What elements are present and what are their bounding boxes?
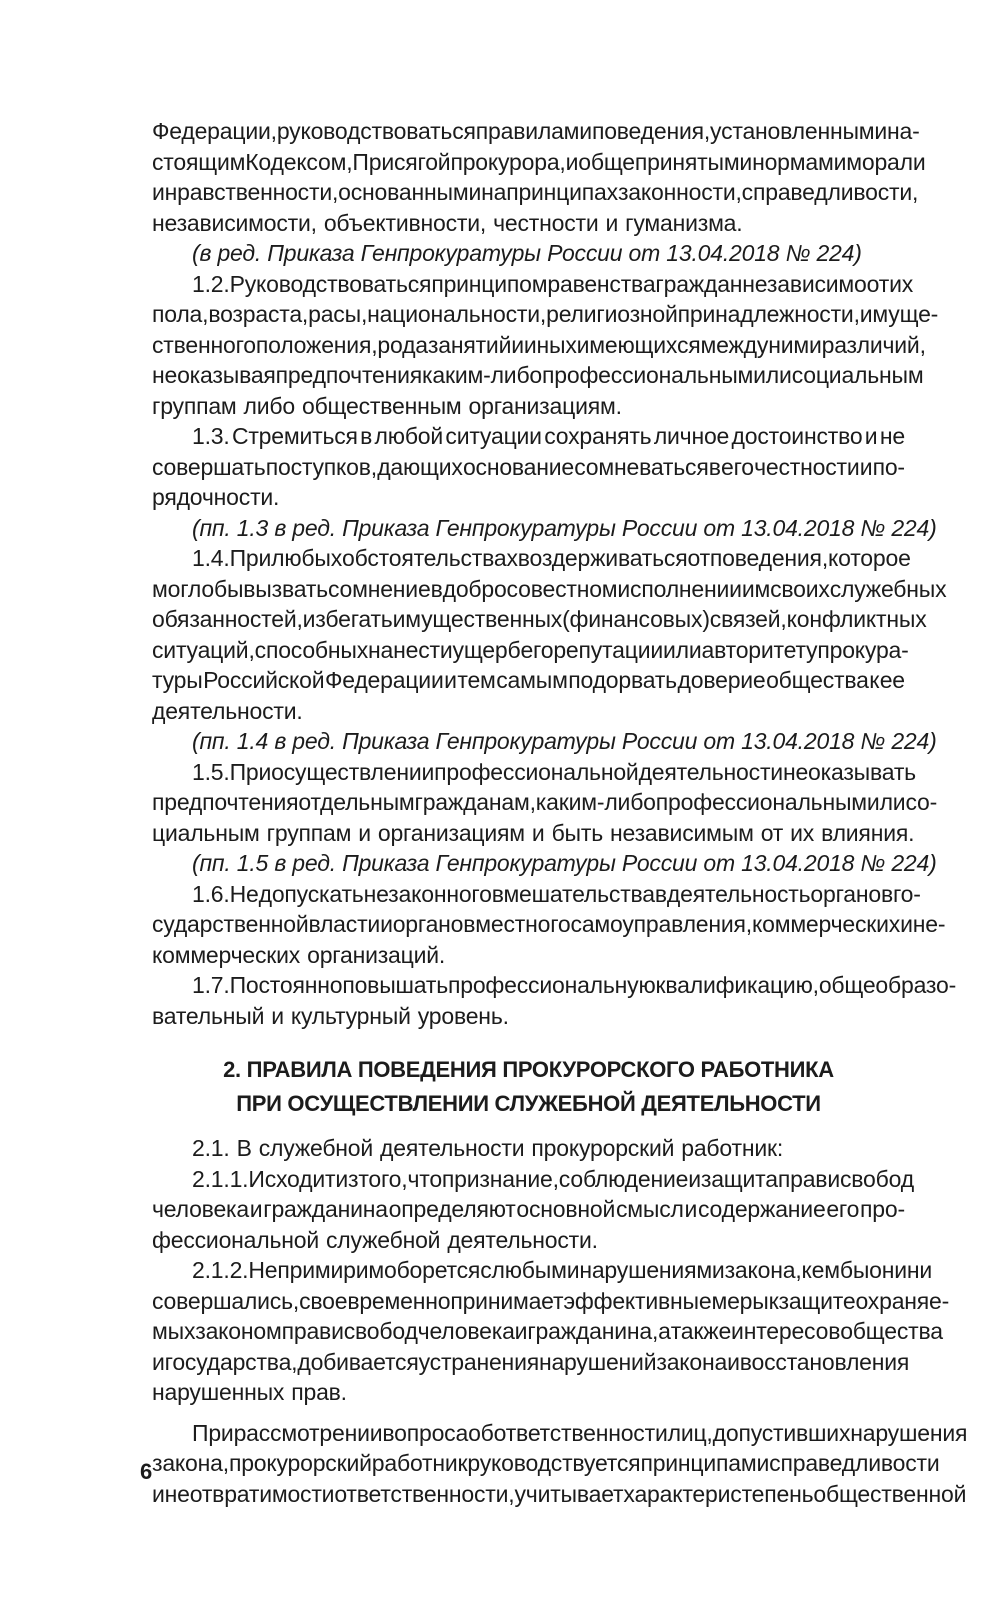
text-line: совершались, своевременно принимает эффективные меры к защите охраняе- (152, 1287, 950, 1314)
text-line: закона, прокурорский работник руководствуется принципами справедливости (152, 1450, 940, 1476)
text-line: 1.5. При осуществлении профессиональной деятельности не оказывать (192, 758, 916, 785)
text-line: мых законом прав и свобод человека и гражданина, а также интересов общества (152, 1318, 943, 1344)
text-line: 1.2. Руководствоваться принципом равенства граждан независимо от их (192, 270, 914, 297)
text-line: группам либо общественным организациям. (152, 392, 622, 419)
paragraph-p-1-2 (152, 269, 939, 422)
text-line: фессиональной служебной деятельности. (152, 1226, 598, 1253)
paragraph-p-2-1 (152, 1133, 905, 1164)
text-line: вательный и культурный уровень. (152, 1002, 509, 1029)
paragraph-p-1-7 (152, 970, 957, 1031)
text-line: независимости, объективности, честности и гуманизма. (152, 209, 743, 236)
text-line: При рассмотрении вопроса об ответственности лиц, допустивших нарушения (192, 1419, 968, 1446)
paragraph-p-cont (152, 116, 926, 238)
paragraph-p-1-6 (152, 879, 946, 971)
text-line: не оказывая предпочтения каким-либо профессиональным или социальным (152, 362, 924, 388)
page-number: 6 (140, 1459, 153, 1484)
text-line: 1.4. При любых обстоятельствах воздерживаться от поведения, которое (192, 545, 911, 571)
text-line: 1.7. Постоянно повышать профессиональную квалификацию, общеобразо- (192, 972, 957, 998)
amendment-note: (в ред. Приказа Генпрокуратуры России от 13.04.2018 № 224) (192, 240, 862, 266)
paragraph-p-2-1-2 (152, 1255, 950, 1408)
text-line: стоящим Кодексом, Присягой прокурора, и общепринятыми нормами морали (152, 148, 926, 175)
text-line: 1.6. Не допускать незаконного вмешательства в деятельность органов го- (192, 880, 921, 907)
text-line: деятельности. (152, 697, 303, 724)
text-line: Федерации, руководствоваться правилами поведения, установленными на- (152, 118, 920, 144)
text-line: могло бы вызвать сомнение в добросовестном исполнении им своих служебных (152, 575, 947, 602)
text-line: нарушенных прав. (152, 1379, 347, 1405)
section-heading-line: ПРИ ОСУЩЕСТВЛЕНИИ СЛУЖЕБНОЙ ДЕЯТЕЛЬНОСТИ (236, 1091, 821, 1116)
text-line: и нравственности, основанными на принципах законности, справедливости, (152, 179, 919, 205)
text-line: 2.1.1. Исходит из того, что признание, соблюдение и защита прав и свобод (192, 1165, 914, 1192)
paragraph-gap (152, 1408, 905, 1418)
text-line: 1.3. Стремиться в любой ситуации сохранять личное достоинство и не (192, 423, 905, 449)
text-line: коммерческих организаций. (152, 941, 446, 968)
text-line: рядочности. (152, 484, 280, 510)
paragraph-p-2-1-1 (152, 1164, 914, 1256)
text-line: туры Российской Федерации и тем самым подорвать доверие общества к ее (152, 667, 905, 693)
section-heading-line: 2. ПРАВИЛА ПОВЕДЕНИЯ ПРОКУРОРСКОГО РАБОТНИКА (223, 1057, 834, 1082)
paragraph-p-1-3 (152, 421, 905, 513)
paragraph-p-2-1-2-b (152, 1418, 968, 1510)
section-heading (152, 1053, 905, 1121)
text-line: предпочтения отдельным гражданам, каким-либо профессиональным или со- (152, 789, 938, 815)
text-line: ственного положения, рода занятий и иных имеющихся между ними различий, (152, 331, 926, 358)
text-line: 2.1.2. Непримиримо борется с любыми нарушениями закона, кем бы они ни (192, 1257, 933, 1283)
text-line: и государства, добивается устранения нарушений закона и восстановления (152, 1348, 910, 1375)
text-line: обязанностей, избегать имущественных (финансовых) связей, конфликтных (152, 606, 927, 632)
text-line: пола, возраста, расы, национальности, религиозной принадлежности, имуще- (152, 301, 939, 327)
amendment-note: (пп. 1.4 в ред. Приказа Генпрокуратуры России от 13.04.2018 № 224) (192, 728, 937, 754)
text-line: 2.1. В служебной деятельности прокурорский работник: (192, 1135, 784, 1161)
text-line: и неотвратимости ответственности, учитывает характер и степень общественной (152, 1480, 967, 1507)
paragraph-p-1-5 (152, 757, 938, 849)
amendment-note: (пп. 1.5 в ред. Приказа Генпрокуратуры России от 13.04.2018 № 224) (192, 850, 937, 876)
text-line: совершать поступков, дающих основание сомневаться в его честности и по- (152, 453, 905, 480)
paragraph-p-1-4 (152, 543, 947, 726)
text-line: человека и гражданина определяют основной смысл и содержание его про- (152, 1196, 905, 1222)
text-line: ситуаций, способных нанести ущерб его репутации или авторитету прокура- (152, 636, 909, 663)
text-line: циальным группам и организациям и быть независимым от их влияния. (152, 819, 915, 846)
amendment-note: (пп. 1.3 в ред. Приказа Генпрокуратуры России от 13.04.2018 № 224) (192, 514, 937, 541)
document-page (152, 116, 968, 1509)
text-line: сударственной власти и органов местного самоуправления, коммерческих и не- (152, 911, 946, 937)
